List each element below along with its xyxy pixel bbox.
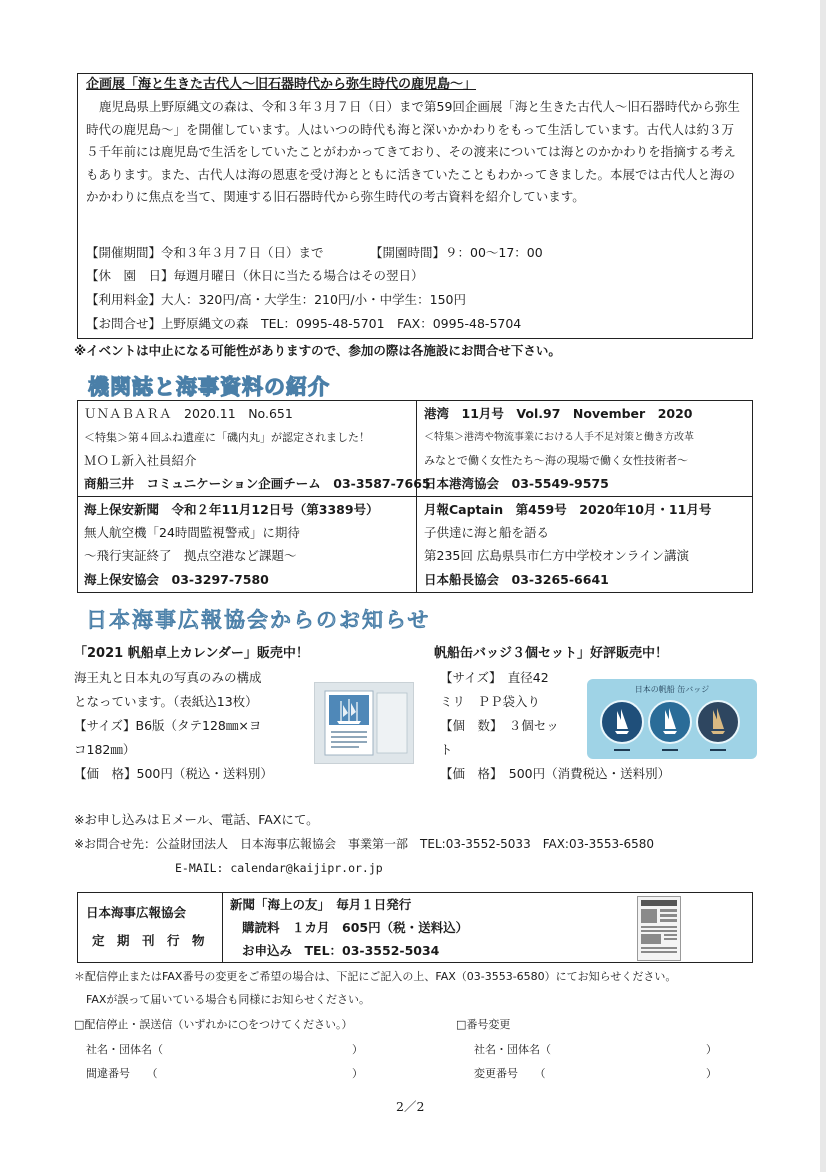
magazine-captain-publisher: 日本船長協会 03-3265-6641 (424, 572, 609, 587)
footer-note-1: ＊配信停止またはFAX番号の変更をご希望の場合は、下記にご記入の上、FAX（03-3553-6580）にてお知らせください。 (74, 970, 677, 983)
company-name-field-right[interactable]: ） (706, 1043, 717, 1056)
page-number: 2／2 (396, 1099, 425, 1114)
wrong-number-field[interactable]: ） (352, 1067, 363, 1080)
order-note: ※お申し込みはＥメール、電話、FAXにて。 (74, 812, 319, 827)
company-name-label-left: 社名・団体名（ (86, 1043, 163, 1056)
magazine-captain-line3: 第235回 広島県呉市仁方中学校オンライン講演 (424, 548, 689, 563)
exhibition-period: 【開催期間】令和３年３月７日（日）まで (86, 245, 324, 260)
calendar-size-2: コ182㎜） (74, 742, 136, 757)
notices-contact: ※お問合せ先：公益財団法人 日本海事広報協会 事業第一部 TEL:03-3552-5033 FAX:03-3553-6580 (74, 837, 654, 851)
badge-photo-caption: 日本の帆船 缶バッジ (634, 685, 710, 694)
periodical-title: 新聞「海上の友」 毎月１日発行 (230, 897, 412, 912)
changed-number-label: 変更番号 （ (474, 1067, 546, 1080)
badge-size-1: 【サイズ】 直径42 (440, 670, 549, 685)
badge-count-1: 【個 数】 ３個セッ (440, 718, 559, 733)
magazine-unabara-line3: ＭＯＬ新入社員紹介 (84, 453, 197, 468)
calendar-size-1: 【サイズ】B6版（タテ128㎜×ヨ (74, 718, 262, 733)
magazine-kaijo-hoan-publisher: 海上保安協会 03-3297-7580 (84, 572, 269, 587)
badge-price: 【価 格】 500円（消費税込・送料別） (440, 766, 671, 781)
periodical-divider (222, 892, 223, 963)
company-name-field-left[interactable]: ） (352, 1043, 363, 1056)
magazine-unabara-publisher: 商船三井 コミュニケーション企画チーム 03-3587-7665 (84, 476, 431, 491)
magazine-kaijo-hoan-line3: ～飛行実証終了 拠点空港など課題～ (84, 548, 297, 563)
exhibition-body: 鹿児島県上野原縄文の森は、令和３年３月７日（日）まで第59回企画展「海と生きた古代人～旧石器時代から弥生時代の鹿児島～」を開催しています。人はいつの時代も海と深いかかわりをもって生活しています。古代人は約３万５千年前には鹿児島で生活をしていたことがわかってきており、その渡来については海とのかかわりを指摘する考えもあります。また、古代人は海の恩恵を受け海とともに活きていたこともわかってきました。本展では古代人と海のかかわりに焦点を当て、関連する旧石器時代から弥生時代の考古資料を紹介しています。 (86, 99, 740, 204)
event-note: ※イベントは中止になる可能性がありますので、参加の際は各施設にお問合せ下さい。 (74, 343, 561, 358)
notices-section-title: 日本海事広報協会からのお知らせ (86, 608, 431, 632)
calendar-desc-1: 海王丸と日本丸の写真のみの構成 (74, 670, 262, 685)
magazine-unabara-feature: ＜特集＞第４回ふね遺産に「磯内丸」が認定されました！ (84, 431, 370, 444)
exhibition-closed: 【休 園 日】毎週月曜日（休日に当たる場合はその翌日） (86, 268, 424, 283)
changed-number-field[interactable]: ） (706, 1067, 717, 1080)
periodical-apply: お申込み TEL：03-3552-5034 (242, 943, 440, 958)
calendar-price: 【価 格】500円（税込・送料別） (74, 766, 273, 781)
magazine-unabara-title: ＵＮＡＢＡＲＡ 2020.11 No.651 (84, 406, 293, 421)
newspaper-thumbnail (637, 896, 681, 961)
calendar-photo (314, 682, 414, 764)
magazine-kowan-publisher: 日本港湾協会 03-5549-9575 (424, 476, 609, 491)
magazine-kowan-line3: みなとで働く女性たち～海の現場で働く女性技術者～ (424, 454, 688, 467)
calendar-title: 「2021 帆船卓上カレンダー」販売中！ (74, 646, 309, 661)
badge-title: 帆船缶バッジ３個セット」好評販売中！ (434, 646, 669, 661)
exhibition-contact: 【お問合せ】上野原縄文の森 TEL：0995-48-5701 FAX：0995-48-5704 (86, 316, 522, 331)
badge-size-2: ミリ ＰＰ袋入り (440, 694, 541, 709)
magazine-kowan-feature: ＜特集＞港湾や物流事業における人手不足対策と働き方改革 (424, 432, 694, 443)
page-edge (820, 0, 826, 1172)
periodical-price: 購読料 １カ月 605円（税・送料込） (242, 920, 469, 935)
magazine-kowan-title: 港湾 11月号 Vol.97 November 2020 (424, 406, 693, 421)
periodical-label: 定 期 刊 行 物 (92, 933, 205, 948)
exhibition-fee: 【利用料金】大人：320円/高・大学生：210円/小・中学生：150円 (86, 292, 466, 307)
notices-email: E-MAIL: calendar@kaijipr.or.jp (175, 861, 383, 875)
magazines-table-hdivider (77, 496, 753, 497)
stop-delivery-heading[interactable]: □配信停止・誤送信（いずれかに○をつけてください。） (74, 1018, 353, 1031)
badge-photo (587, 679, 757, 759)
exhibition-title: 企画展「海と生きた古代人～旧石器時代から弥生時代の鹿児島～」 (86, 77, 477, 92)
magazine-kaijo-hoan-title: 海上保安新聞 令和２年11月12日号（第3389号） (84, 502, 379, 517)
magazine-kaijo-hoan-line2: 無人航空機「24時間監視警戒」に期待 (84, 525, 300, 540)
calendar-desc-2: となっています。（表紙込13枚） (74, 694, 258, 709)
exhibition-hours: 【開園時間】９：00～17：00 (370, 245, 543, 260)
periodical-org: 日本海事広報協会 (86, 905, 187, 920)
badge-count-2: ト (440, 742, 453, 757)
company-name-label-right: 社名・団体名（ (474, 1043, 551, 1056)
magazine-captain-title: 月報Captain 第459号 2020年10月・11月号 (424, 502, 712, 517)
magazine-captain-line2: 子供達に海と船を語る (424, 525, 550, 540)
footer-note-2: FAXが誤って届いている場合も同様にお知らせください。 (86, 993, 371, 1006)
wrong-number-label: 間違番号 （ (86, 1067, 158, 1080)
magazines-section-title: 機関誌と海事資料の紹介 (88, 375, 330, 399)
number-change-heading[interactable]: □番号変更 (456, 1018, 511, 1031)
